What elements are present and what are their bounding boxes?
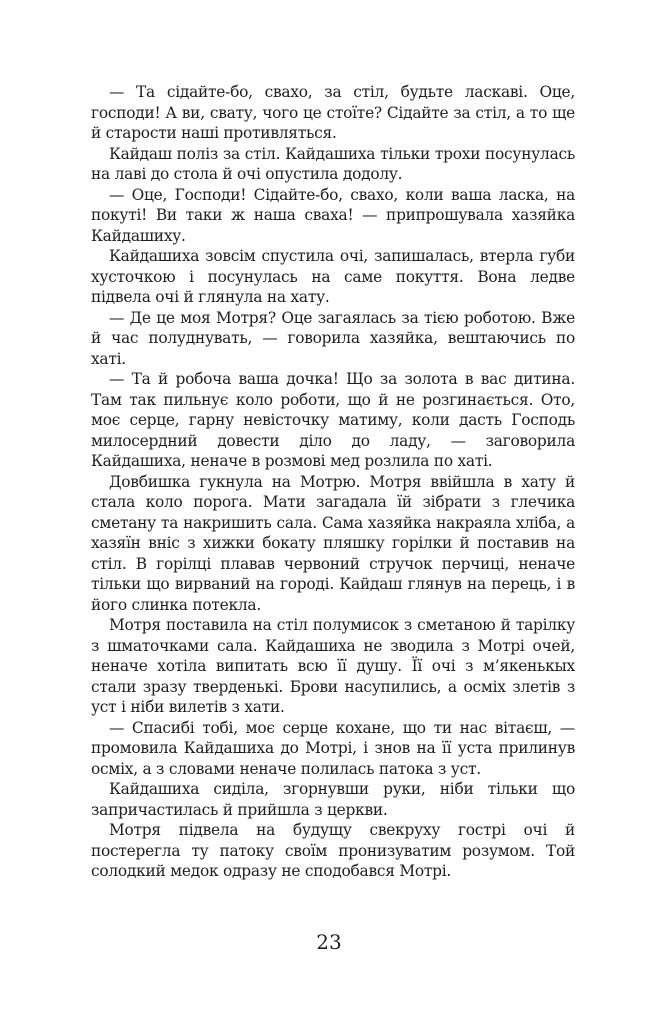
paragraph: Кайдаш поліз за стіл. Кайдашиха тільки трохи посунулась на лаві до стола й очі опустила додолу. bbox=[91, 144, 575, 183]
paragraph: — Де це моя Мотря? Оце загаялась за тією роботою. Вже й час полуднувать, — говорила хазяйка, вештаючись по хаті. bbox=[91, 308, 575, 368]
paragraph: Довбишка гукнула на Мотрю. Мотря ввійшла в хату й стала коло порога. Мати загадала їй зібрати з глечика сметану та накришить сала. Сама хазяйка накраяла хліба, а хазяїн вніс з хижки бокату пляшку горілки й поставив на стіл. В горілці плавав червоний стручок перчиці, неначе тільки що вирваний на городі. Кайдаш глянув на перець, і в його слинка потекла. bbox=[91, 472, 575, 614]
body-text bbox=[91, 82, 575, 882]
paragraph: Мотря поставила на стіл полумисок з сметаною й тарілку з шматочками сала. Кайдашиха не зводила з Мотрі очей, неначе хотіла випитать всю її душу. Її очі з м’якенькых стали зразу тверденькі. Брови насупились, а осміх злетів з уст і ніби вилетів з хати. bbox=[91, 616, 575, 716]
paragraph: — Оце, Господи! Сідайте-бо, свахо, коли ваша ласка, на покуті! Ви таки ж наша сваха! — припрошувала хазяйка Кайдашиху. bbox=[91, 185, 575, 245]
paragraph: Кайдашиха сиділа, згорнувши руки, ніби тільки що запричастилась й прийшла з церкви. bbox=[91, 780, 575, 819]
page-number: 23 bbox=[316, 930, 342, 954]
paragraph: Мотря підвела на будущу свекруху гострі очі й постерегла ту патоку своїм пронизуватим розумом. Той солодкий медок одразу не сподобався Мотрі. bbox=[91, 821, 575, 880]
paragraph: — Спасибі тобі, моє серце кохане, що ти нас вітаєш, — промовила Кайдашиха до Мотрі, і знов на її уста прилинув осміх, а з словами неначе полилась патока з уст. bbox=[91, 718, 575, 778]
paragraph: Кайдашиха зовсім спустила очі, запишалась, втерла губи хусточкою і посунулась на саме покуття. Вона ледве підвела очі й глянула на хату. bbox=[91, 247, 575, 306]
paragraph: — Та й робоча ваша дочка! Що за золота в вас дитина. Там так пильнує коло роботи, що й не розгинається. Ото, моє серце, гарну невісточку матиму, коли дасть Господь милосердний довести діло до ладу, — заговорила Кайдашиха, неначе в розмові мед розлила по хаті. bbox=[91, 370, 575, 470]
paragraph: — Та сідайте-бо, свахо, за стіл, будьте ласкаві. Оце, господи! А ви, свату, чого це стоїте? Сідайте за стіл, а то ще й старости наші противляться. bbox=[91, 83, 575, 142]
